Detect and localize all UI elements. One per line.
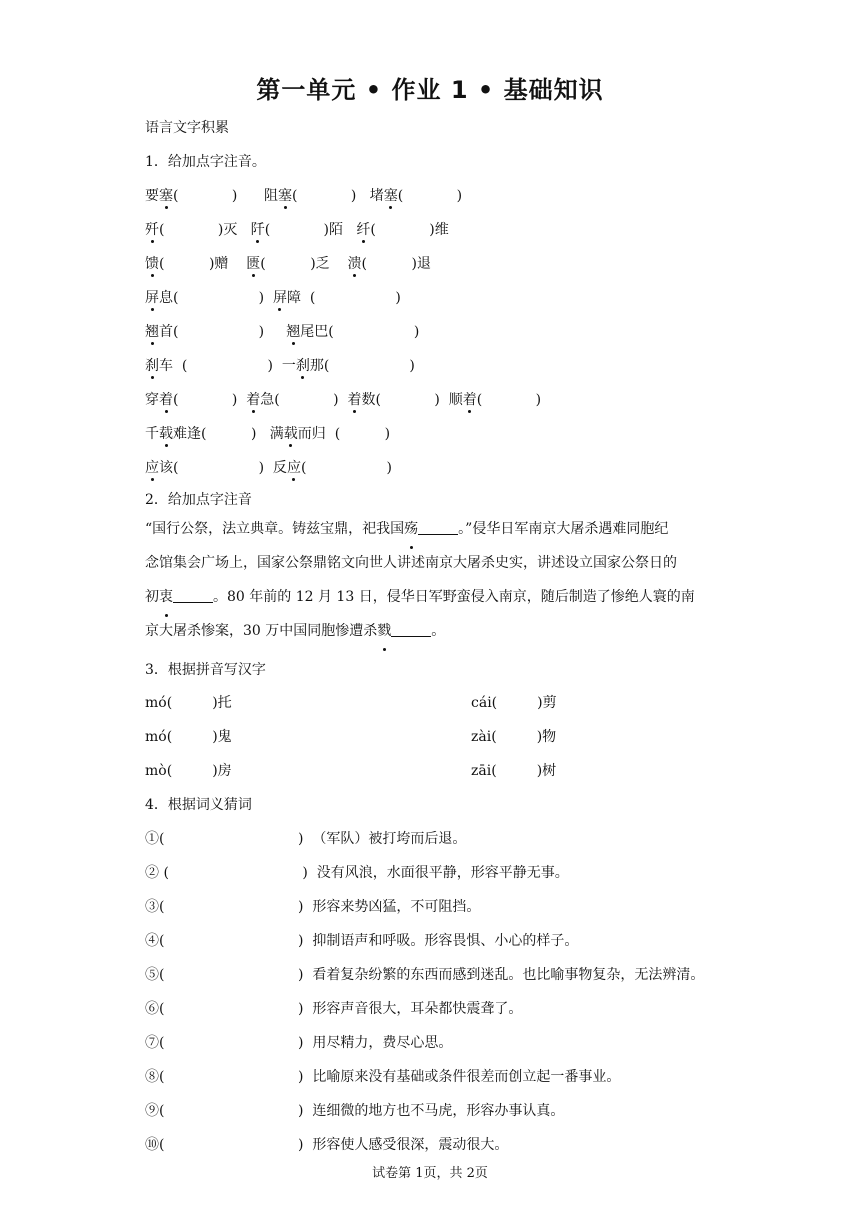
q1-item-suffix: 急( ) <box>260 392 339 408</box>
q3-row <box>145 761 557 781</box>
q3-item: zài( )物 <box>471 729 557 745</box>
q4-item: ⑥( ) 形容声音很大，耳朵都快震聋了。 <box>145 1001 523 1017</box>
dotted-char: 载 <box>283 426 298 442</box>
dotted-char: 戮 <box>377 614 391 648</box>
section-heading: 语言文字积累 <box>145 120 229 136</box>
q4-item: ④( ) 抑制语声和呼吸。形容畏惧、小心的样子。 <box>145 933 579 949</box>
answer-blank[interactable] <box>173 588 213 603</box>
q1-item-suffix: 障 ( ) <box>286 290 401 306</box>
dotted-char: 着 <box>462 392 477 408</box>
q2-text: “国行公祭，法立典章。铸兹宝鼎，祀我国 <box>145 521 405 537</box>
q4-item: ⑧( ) 比喻原来没有基础或条件很差而创立起一番事业。 <box>145 1069 621 1085</box>
q1-item-suffix: ( ) <box>173 188 238 204</box>
dotted-char: 刹 <box>145 358 159 374</box>
q1-item-suffix: ( )赠 <box>159 256 229 272</box>
q1-item-suffix: 车 ( ) <box>159 358 273 374</box>
q4-item: ①( ) （军队）被打垮而后退。 <box>145 831 467 847</box>
q1-item-suffix: 尾巴( ) <box>300 324 420 340</box>
answer-blank[interactable] <box>391 622 431 637</box>
q1-item-prefix: 一 <box>272 358 296 374</box>
dotted-char: 塞 <box>383 188 398 204</box>
q1-item-prefix <box>237 392 246 408</box>
q1-heading: 1．给加点字注音。 <box>145 154 266 170</box>
q1-item <box>145 188 237 204</box>
q1-item <box>145 392 237 408</box>
q1-item-suffix: ( ) <box>397 188 463 204</box>
q1-item-prefix <box>228 256 246 272</box>
q2-paragraph <box>145 512 725 648</box>
q1-row <box>145 220 449 240</box>
q1-item <box>440 392 541 408</box>
q1-item <box>145 426 256 442</box>
dotted-char: 阡 <box>250 222 265 238</box>
dotted-char: 衷 <box>159 580 173 614</box>
q1-row <box>145 186 462 206</box>
q1-item-suffix: ( )灭 <box>159 222 238 238</box>
dotted-char: 屏 <box>272 290 287 306</box>
q1-item-suffix: ( )维 <box>370 222 449 238</box>
q3-heading: 3．根据拼音写汉字 <box>145 662 266 678</box>
dotted-char: 歼 <box>145 222 159 238</box>
q3-item: mó( )鬼 <box>145 729 232 745</box>
dotted-char: 塞 <box>159 188 173 204</box>
q4-heading: 4．根据词义猜词 <box>145 797 252 813</box>
q1-item-suffix: 数( ) <box>361 392 440 408</box>
q1-item <box>145 256 228 272</box>
q2-text: 。”侵华日军南京大屠杀遇难同胞纪 <box>458 521 669 537</box>
page-title: 第一单元 • 作业 1 • 基础知识 <box>256 76 604 104</box>
dotted-char: 溃 <box>347 256 362 272</box>
q4-item: ⑨( ) 连细微的地方也不马虎，形容办事认真。 <box>145 1103 565 1119</box>
dotted-char: 翘 <box>286 324 301 340</box>
q1-item-prefix: 满 <box>256 426 284 442</box>
q3-item: mó( )托 <box>145 695 232 711</box>
q1-item <box>264 290 401 306</box>
q1-item-prefix: 要 <box>145 188 159 204</box>
q1-row <box>145 356 415 376</box>
q2-text: 。80 年前的 12 月 13 日，侵华日军野蛮侵入南京，随后制造了惨绝人寰的南 <box>213 589 695 605</box>
answer-blank[interactable] <box>418 520 458 535</box>
q1-row <box>145 254 431 274</box>
q1-item-prefix: 顺 <box>439 392 463 408</box>
q1-item <box>273 358 415 374</box>
q4-item: ⑤( ) 看着复杂纷繁的东西而感到迷乱。也比喻事物复杂，无法辨清。 <box>145 967 705 983</box>
q1-item-prefix: 阻 <box>237 188 279 204</box>
q1-item-prefix: 反 <box>264 460 287 476</box>
dotted-char: 着 <box>246 392 261 408</box>
q1-item <box>228 256 329 272</box>
q1-item <box>145 290 264 306</box>
q1-row <box>145 288 401 308</box>
q1-item <box>256 426 390 442</box>
q1-item-suffix: 难逢( ) <box>173 426 257 442</box>
q1-item-prefix: 堵 <box>356 188 384 204</box>
dotted-char: 匮 <box>246 256 261 272</box>
q1-item-suffix: ( ) <box>300 460 392 476</box>
dotted-char: 殇 <box>404 512 418 546</box>
q3-row <box>145 693 557 713</box>
q1-item <box>237 222 343 238</box>
dotted-char: 塞 <box>278 188 293 204</box>
dotted-char: 着 <box>347 392 362 408</box>
q2-line-1 <box>145 512 725 546</box>
q1-item-suffix: 息( ) <box>159 290 265 306</box>
q1-item <box>145 460 264 476</box>
dotted-char: 应 <box>286 460 301 476</box>
q1-item <box>330 256 431 272</box>
q1-item-suffix: 该( ) <box>159 460 265 476</box>
q1-item-prefix <box>330 256 348 272</box>
q2-heading: 2．给加点字注音 <box>145 492 252 508</box>
q1-item-prefix: 千 <box>145 426 159 442</box>
q4-item: ⑩( ) 形容使人感受很深，震动很大。 <box>145 1137 509 1153</box>
q1-item <box>145 358 273 374</box>
q1-item <box>237 188 356 204</box>
dotted-char: 屏 <box>145 290 159 306</box>
q1-item-suffix: 首( ) <box>159 324 265 340</box>
q2-line-2: 念馆集会广场上，国家公祭鼎铭文向世人讲述南京大屠杀史实，讲述设立国家公祭日的 <box>145 555 677 571</box>
q1-item-prefix: 穿 <box>145 392 159 408</box>
q1-item-suffix: 那( ) <box>309 358 415 374</box>
q1-item-suffix: ( ) <box>476 392 542 408</box>
q2-text: 京大屠杀惨案，30 万中国同胞惨遭杀 <box>145 623 378 639</box>
q4-item: ③( ) 形容来势凶猛，不可阻挡。 <box>145 899 481 915</box>
q1-row <box>145 458 392 478</box>
q1-row <box>145 390 541 410</box>
q1-item <box>264 460 392 476</box>
q1-item <box>343 222 449 238</box>
q1-item-suffix: ( ) <box>292 188 357 204</box>
q1-item-prefix <box>237 222 250 238</box>
dotted-char: 翘 <box>145 324 159 340</box>
q1-item <box>264 324 419 340</box>
q3-item: zāi( )树 <box>471 763 557 779</box>
dotted-char: 馈 <box>145 256 159 272</box>
q1-item <box>356 188 462 204</box>
q2-text: 。 <box>431 623 446 639</box>
q4-item: ⑦( ) 用尽精力，费尽心思。 <box>145 1035 453 1051</box>
dotted-char: 载 <box>159 426 173 442</box>
q1-item <box>237 392 338 408</box>
q1-item-suffix: 而归 ( ) <box>297 426 391 442</box>
q1-row <box>145 424 390 444</box>
dotted-char: 纤 <box>356 222 371 238</box>
dotted-char: 着 <box>159 392 173 408</box>
q2-line-4 <box>145 614 725 648</box>
dotted-char: 刹 <box>295 358 310 374</box>
q3-row <box>145 727 557 747</box>
q1-item <box>145 222 237 238</box>
q4-item: ② ( ) 没有风浪，水面很平静，形容平静无事。 <box>145 865 569 881</box>
q2-text: 初 <box>145 589 159 605</box>
q3-item: cái( )剪 <box>471 695 557 711</box>
q1-item-prefix <box>339 392 348 408</box>
q1-item-suffix: ( ) <box>173 392 238 408</box>
q1-item-suffix: ( )陌 <box>264 222 344 238</box>
q1-item-prefix <box>343 222 356 238</box>
page-footer: 试卷第 1页，共 2页 <box>372 1166 488 1181</box>
q1-item-prefix <box>264 290 273 306</box>
q1-item-prefix <box>264 324 286 340</box>
q1-row <box>145 322 419 342</box>
dotted-char: 应 <box>145 460 159 476</box>
q2-line-3 <box>145 580 725 614</box>
q1-item <box>145 324 264 340</box>
q3-item: mò( )房 <box>145 763 232 779</box>
q1-item <box>339 392 440 408</box>
q1-item-suffix: ( )乏 <box>260 256 330 272</box>
q1-item-suffix: ( )退 <box>361 256 431 272</box>
